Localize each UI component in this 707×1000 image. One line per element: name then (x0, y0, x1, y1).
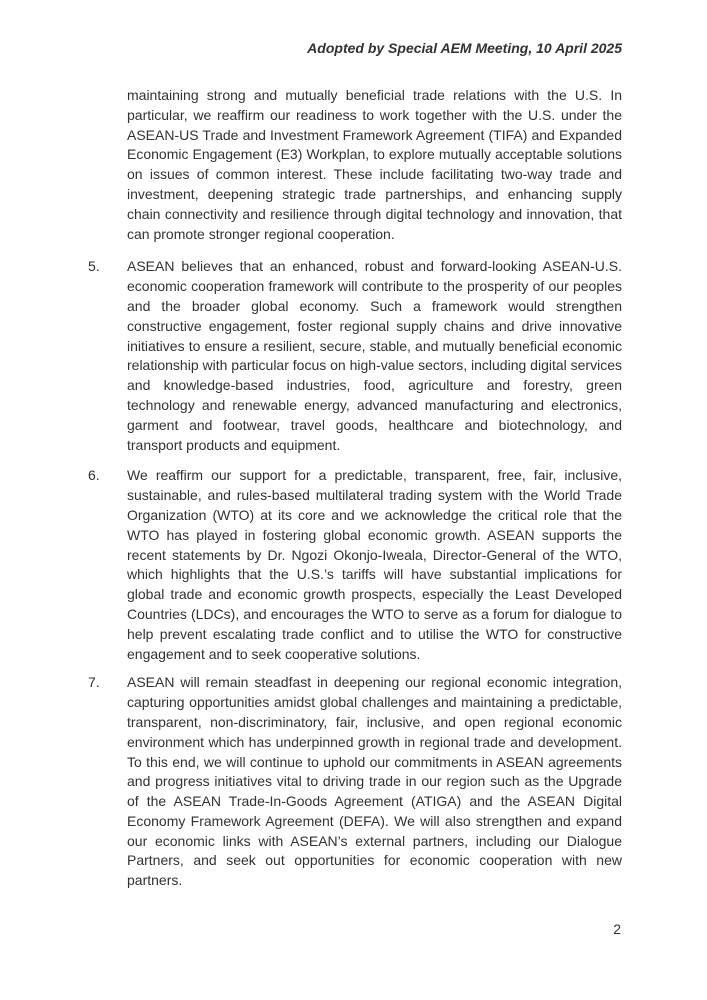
list-item (88, 466, 622, 664)
list-item-number: 6. (88, 467, 100, 484)
list-item-number: 7. (88, 674, 100, 691)
adoption-note: Adopted by Special AEM Meeting, 10 April 2025 (307, 40, 622, 56)
list-item (88, 673, 622, 891)
list-item-text: We reaffirm our support for a predictable, transparent, free, fair, inclusive, sustainable, and rules-based multilateral trading system with the World Trade Organization (WTO) at its core and we acknowledge the critical role that the WTO has played in fostering global economic growth. ASEAN supports the recent statements by Dr. Ngozi Okonjo-Iweala, Director-General of the WTO, which highlights that the U.S.’s tariffs will have substantial implications for global trade and economic growth prospects, especially the Least Developed Countries (LDCs), and encourages the WTO to serve as a forum for dialogue to help prevent escalating trade conflict and to utilise the WTO for constructive engagement and to seek cooperative solutions. (127, 467, 622, 662)
continuation-paragraph: maintaining strong and mutually beneficial trade relations with the U.S. In particular, we reaffirm our readiness to work together with the U.S. under the ASEAN-US Trade and Investment Framework Agreement (TIFA) and Expanded Economic Engagement (E3) Workplan, to explore mutually acceptable solutions on issues of common interest. These include facilitating two-way trade and investment, deepening strategic trade partnerships, and enhancing supply chain connectivity and resilience through digital technology and innovation, that can promote stronger regional cooperation. (127, 87, 622, 242)
page-number: 2 (613, 921, 621, 937)
list-item-text: ASEAN believes that an enhanced, robust and forward-looking ASEAN-U.S. economic cooperation framework will contribute to the prosperity of our peoples and the broader global economy. Such a framework would strengthen constructive engagement, foster regional supply chains and drive innovative initiatives to ensure a resilient, secure, stable, and mutually beneficial economic relationship with particular focus on high-value sectors, including digital services and knowledge-based industries, food, agriculture and forestry, green technology and renewable energy, advanced manufacturing and electronics, garment and footwear, travel goods, healthcare and biotechnology, and transport products and equipment. (127, 258, 622, 453)
list-item (88, 257, 622, 455)
list-item-number: 5. (88, 258, 100, 275)
list-item-text: ASEAN will remain steadfast in deepening our regional economic integration, capturing opportunities amidst global challenges and maintaining a predictable, transparent, non-discriminatory, fair, inclusive, and open regional economic environment which has underpinned growth in regional trade and development. To this end, we will continue to uphold our commitments in ASEAN agreements and progress initiatives vital to driving trade in our region such as the Upgrade of the ASEAN Trade-In-Goods Agreement (ATIGA) and the ASEAN Digital Economy Framework Agreement (DEFA). We will also strengthen and expand our economic links with ASEAN’s external partners, including our Dialogue Partners, and seek out opportunities for economic cooperation with new partners. (127, 674, 622, 889)
document-body (88, 86, 622, 891)
